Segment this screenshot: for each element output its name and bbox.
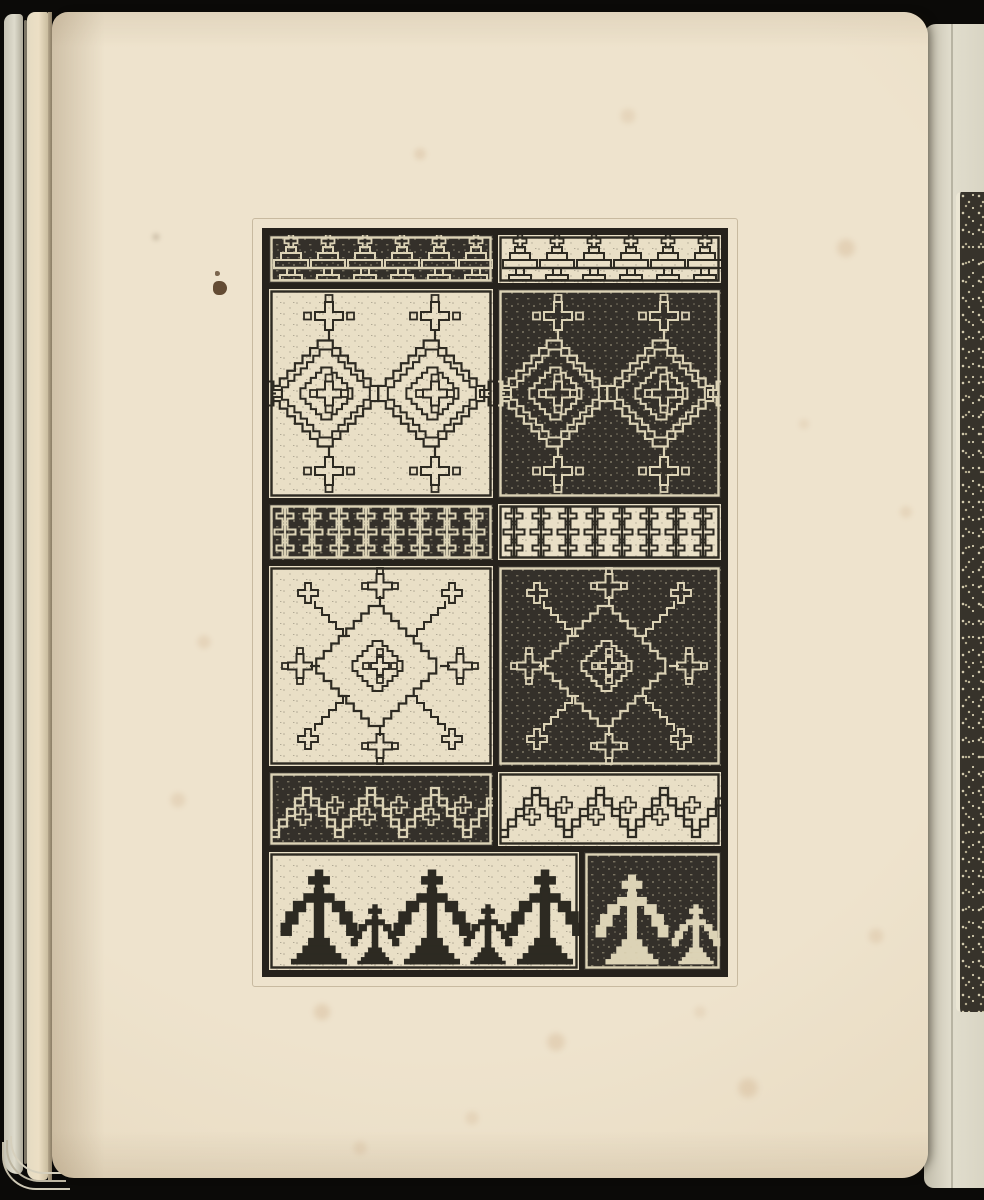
foxing-spot: [834, 236, 858, 260]
pattern-plate: [262, 228, 728, 977]
adjacent-page-pattern-strip: [956, 192, 984, 1012]
foxing-spot: [168, 790, 188, 810]
foxing-spot: [412, 146, 428, 162]
foxing-spot: [797, 417, 811, 431]
foxing-spot: [898, 504, 914, 520]
band-2-right-half-negative: [498, 289, 721, 498]
plate-band-cross-sprig-medallion: [269, 566, 721, 766]
book-page: [52, 12, 928, 1178]
plate-band-stepped-crown-border: [269, 235, 721, 283]
plate-band-stack: [269, 235, 721, 970]
plate-band-zigzag-cross-border: [269, 772, 721, 846]
foxing-spot: [692, 1004, 708, 1020]
adjacent-page-edge-line: [951, 24, 953, 1188]
foxing-spot: [618, 106, 638, 126]
foxing-spot: [544, 1030, 568, 1054]
foxing-spot: [195, 633, 213, 651]
foxing-spot: [735, 1075, 761, 1101]
plate-band-carnation-palmette-band: [269, 852, 721, 970]
adjacent-page: [924, 24, 984, 1188]
foxing-spot: [151, 232, 161, 242]
band-5-left-half-negative: [269, 772, 493, 846]
fore-edge-page-block: [27, 12, 48, 1180]
band-6-left-half-positive: [269, 852, 579, 970]
band-4-left-half-positive: [269, 566, 493, 766]
band-6-right-half-negative: [584, 852, 721, 970]
foxing-spot: [351, 1139, 369, 1157]
foxing-spot: [311, 1001, 333, 1023]
band-1-left-half-negative: [269, 235, 493, 283]
band-2-left-half-positive: [269, 289, 493, 498]
foxing-spot: [463, 1109, 481, 1127]
foxing-spot: [866, 926, 886, 946]
ink-spot: [213, 281, 227, 295]
band-3-right-half-positive: [498, 504, 721, 560]
plate-band-cross-comb-border: [269, 504, 721, 560]
band-5-right-half-positive: [498, 772, 721, 846]
book-fore-edge: [0, 8, 54, 1190]
plate-band-stepped-diamond-medallions: [269, 289, 721, 498]
band-3-left-half-negative: [269, 504, 493, 560]
fore-edge-cover-strip: [4, 14, 23, 1174]
ink-spot: [215, 271, 220, 276]
band-1-right-half-positive: [498, 235, 721, 283]
band-4-right-half-negative: [498, 566, 721, 766]
